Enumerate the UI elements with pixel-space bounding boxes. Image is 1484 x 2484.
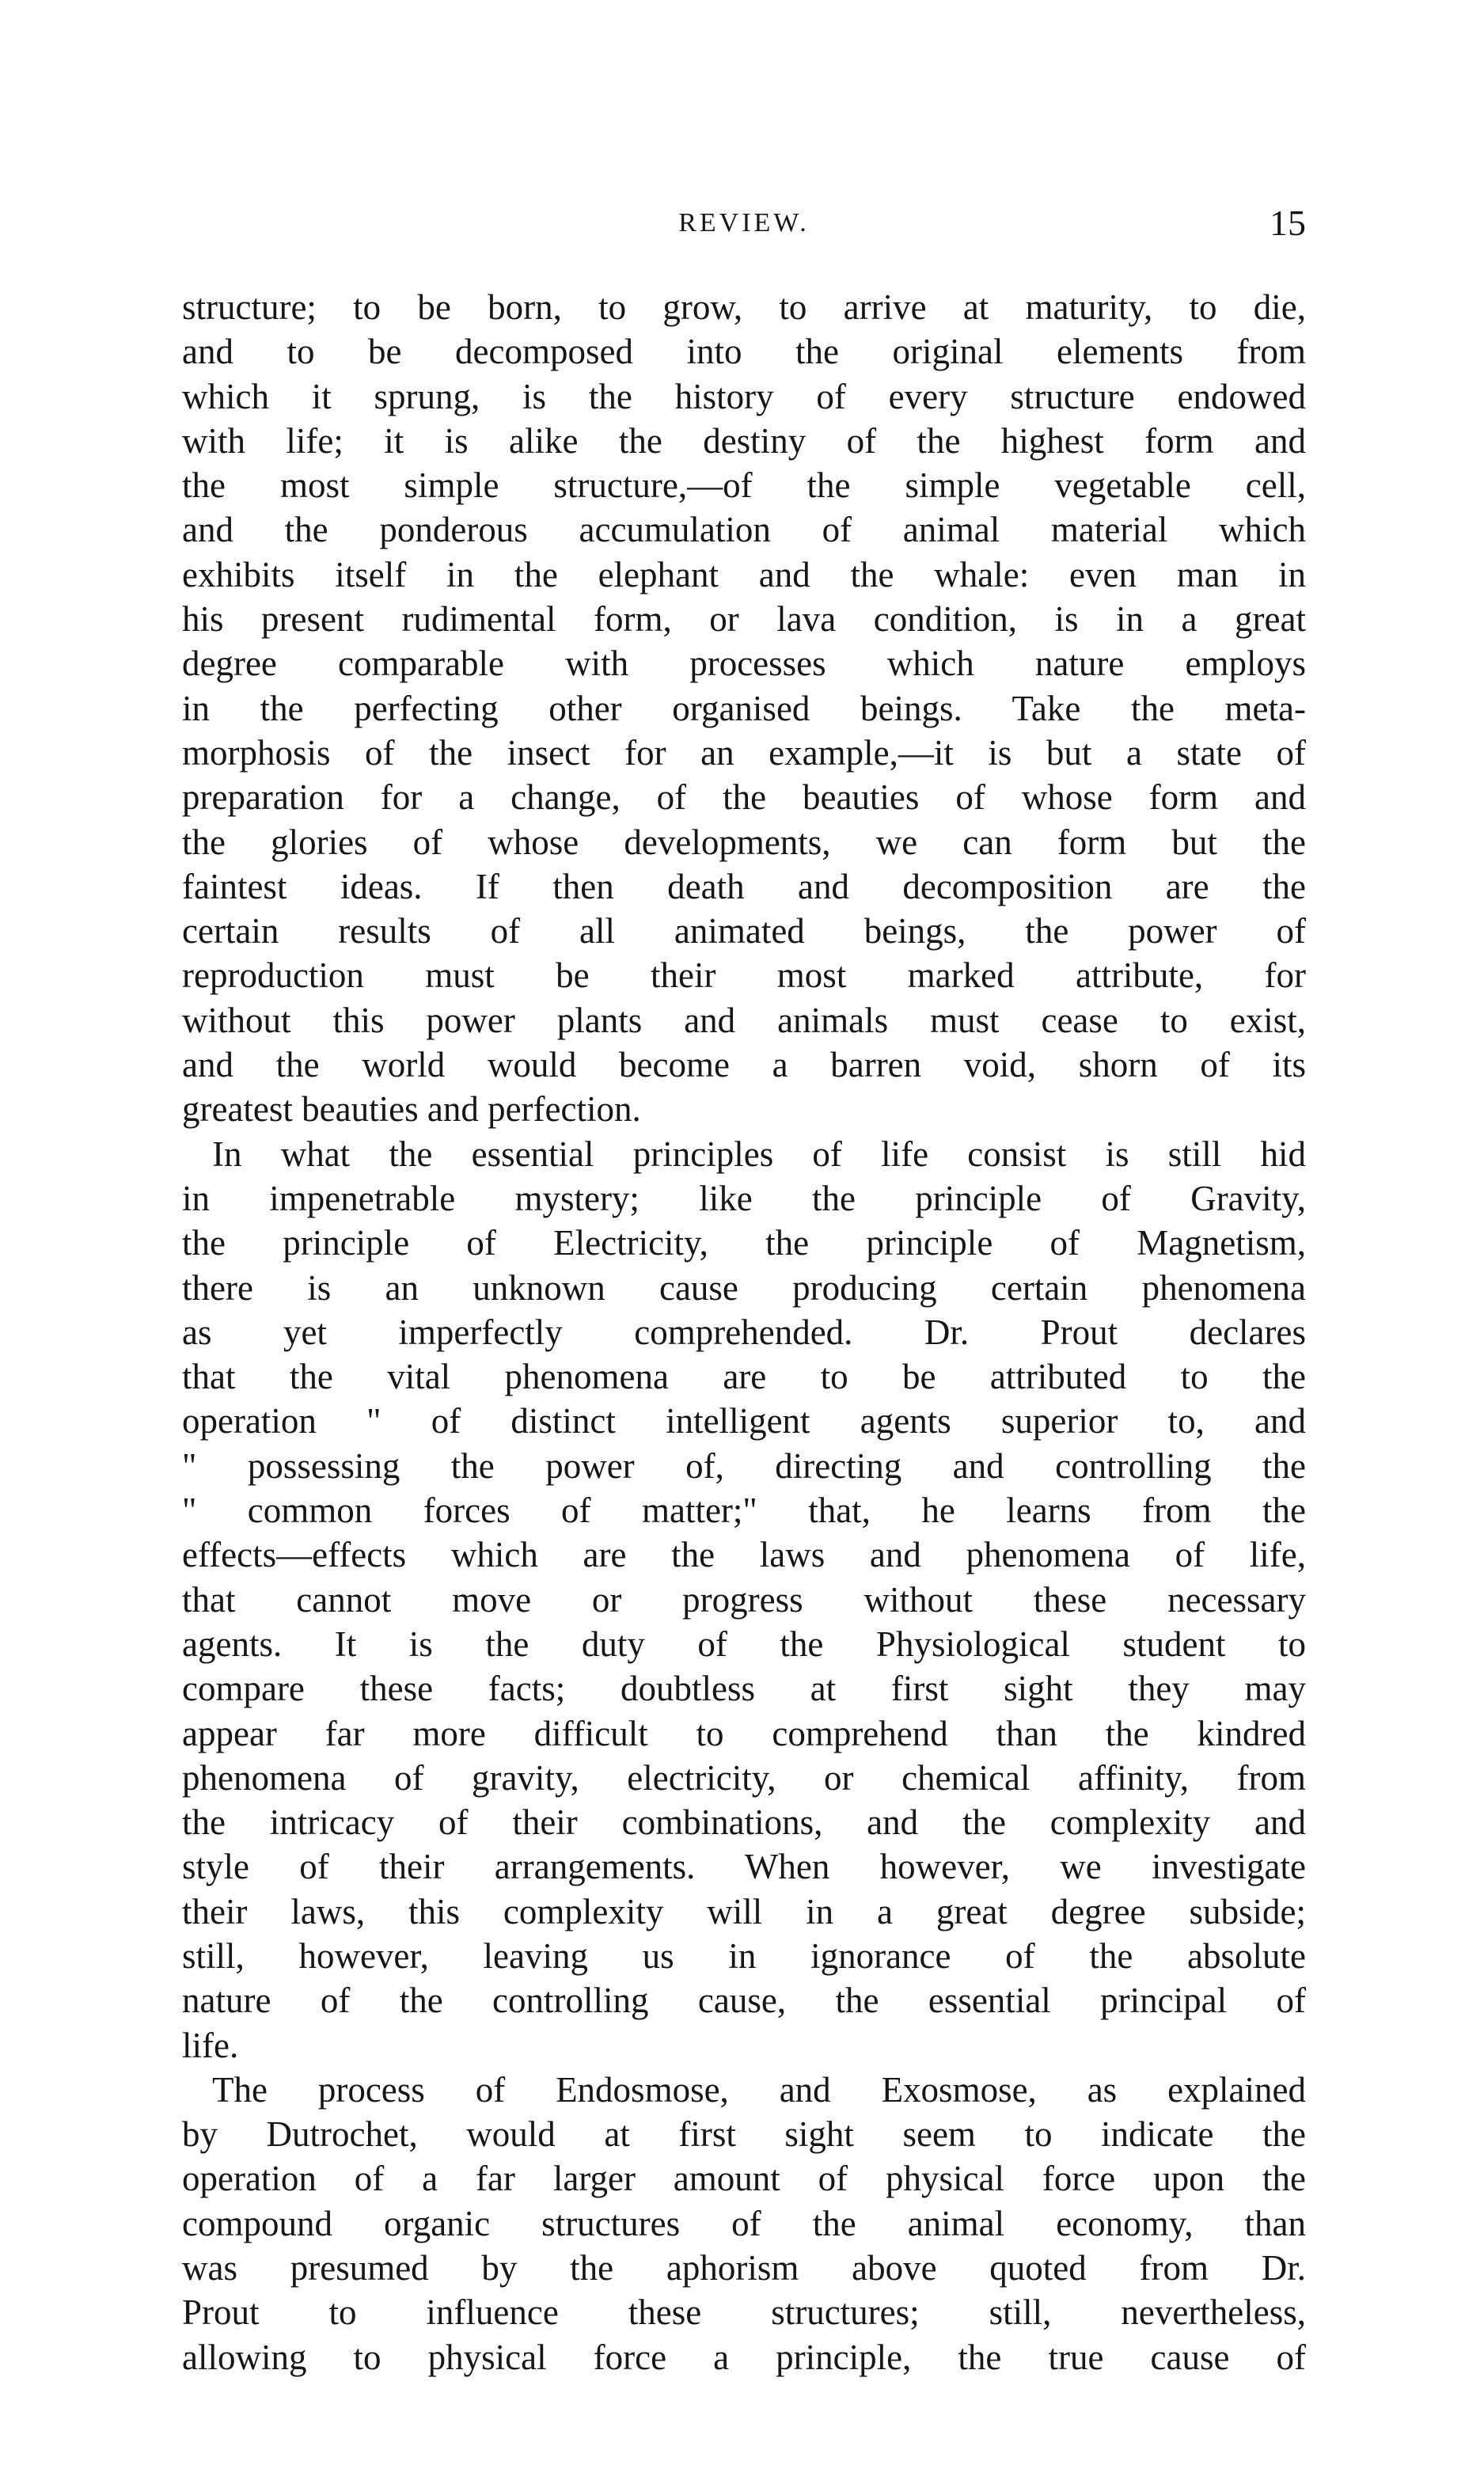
- text-line: the most simple structure,—of the simple vegetable cell,: [182, 465, 1306, 506]
- text-line: " possessing the power of, directing and controlling the: [182, 1445, 1306, 1486]
- text-line: structure; to be born, to grow, to arrive at maturity, to die,: [182, 287, 1306, 327]
- text-line: which it sprung, is the history of every structure endowed: [182, 376, 1306, 416]
- text-line: Prout to influence these structures; still, nevertheless,: [182, 2292, 1306, 2333]
- text-line: compound organic structures of the animal economy, than: [182, 2203, 1306, 2243]
- paragraph-end-line: greatest beauties and perfection.: [182, 1089, 641, 1130]
- text-line: certain results of all animated beings, the power of: [182, 911, 1306, 951]
- text-line: was presumed by the aphorism above quoted from Dr.: [182, 2248, 1306, 2288]
- text-line: the principle of Electricity, the principle of Magnetism,: [182, 1223, 1306, 1263]
- text-line: in impenetrable mystery; like the principle of Gravity,: [182, 1178, 1306, 1218]
- text-line: the intricacy of their combinations, and the complexity and: [182, 1802, 1306, 1843]
- running-head: [182, 199, 1306, 247]
- text-line: appear far more difficult to comprehend than the kindred: [182, 1713, 1306, 1753]
- text-line: their laws, this complexity will in a great degree subside;: [182, 1891, 1306, 1931]
- text-line: and the ponderous accumulation of animal material which: [182, 510, 1306, 550]
- text-line: agents. It is the duty of the Physiological student to: [182, 1624, 1306, 1664]
- paragraph-end-line: life.: [182, 2025, 239, 2065]
- text-line: exhibits itself in the elephant and the whale: even man in: [182, 554, 1306, 594]
- text-line: " common forces of matter;" that, he learns from the: [182, 1491, 1306, 1531]
- text-line: in the perfecting other organised beings. Take the meta-: [182, 688, 1306, 728]
- paragraph-start-line: In what the essential principles of life consist is still hid: [212, 1134, 1306, 1174]
- text-line: effects—effects which are the laws and phenomena of life,: [182, 1535, 1306, 1575]
- text-line: still, however, leaving us in ignorance of the absolute: [182, 1935, 1306, 1976]
- text-line: phenomena of gravity, electricity, or chemical affinity, from: [182, 1757, 1306, 1798]
- text-line: that the vital phenomena are to be attributed to the: [182, 1357, 1306, 1397]
- running-title: REVIEW.: [678, 208, 810, 237]
- text-line: degree comparable with processes which nature employs: [182, 644, 1306, 684]
- text-line: that cannot move or progress without these necessary: [182, 1579, 1306, 1620]
- text-line: by Dutrochet, would at first sight seem to indicate the: [182, 2114, 1306, 2155]
- text-line: allowing to physical force a principle, the true cause of: [182, 2337, 1306, 2377]
- paragraph-start-line: The process of Endosmose, and Exosmose, as explained: [212, 2069, 1306, 2110]
- text-line: operation of a far larger amount of physical force upon the: [182, 2159, 1306, 2199]
- text-line: style of their arrangements. When however, we investigate: [182, 1847, 1306, 1887]
- text-line: without this power plants and animals must cease to exist,: [182, 1000, 1306, 1040]
- text-line: with life; it is alike the destiny of the highest form and: [182, 420, 1306, 461]
- text-line: compare these facts; doubtless at first sight they may: [182, 1669, 1306, 1709]
- text-line: his present rudimental form, or lava condition, is in a great: [182, 599, 1306, 640]
- body-text: [182, 285, 1306, 2380]
- text-line: there is an unknown cause producing certain phenomena: [182, 1267, 1306, 1308]
- text-line: preparation for a change, of the beauties of whose form and: [182, 777, 1306, 818]
- text-line: the glories of whose developments, we can form but the: [182, 822, 1306, 862]
- text-line: operation " of distinct intelligent agents superior to, and: [182, 1401, 1306, 1441]
- text-line: morphosis of the insect for an example,—it is but a state of: [182, 732, 1306, 773]
- text-line: and the world would become a barren void, shorn of its: [182, 1045, 1306, 1085]
- page-number: 15: [1270, 203, 1306, 243]
- text-line: nature of the controlling cause, the essential principal of: [182, 1981, 1306, 2021]
- text-line: reproduction must be their most marked attribute, for: [182, 955, 1306, 996]
- text-line: faintest ideas. If then death and decomposition are the: [182, 866, 1306, 906]
- text-line: as yet imperfectly comprehended. Dr. Prout declares: [182, 1312, 1306, 1352]
- text-line: and to be decomposed into the original elements from: [182, 332, 1306, 372]
